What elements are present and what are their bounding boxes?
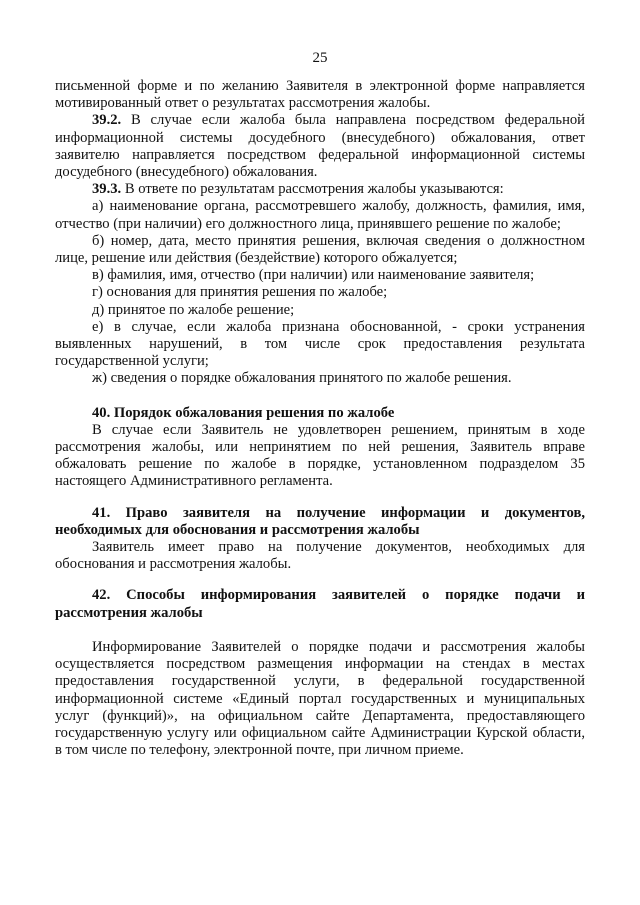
paragraph-number: 39.2. <box>92 112 122 129</box>
list-item-v: в) фамилия, имя, отчество (при наличии) или наименование заявителя; <box>92 267 535 284</box>
section-40-heading: 40. Порядок обжалования решения по жалобе <box>92 404 395 421</box>
continued-paragraph: письменной форме и по желанию Заявителя в электронной форме направляется мотивированный ответ о результатах рассмотрения жалобы. <box>55 78 585 112</box>
section-41-heading: 41. Право заявителя на получение информации и документов, необходимых для обоснования и рассмотрения жалобы <box>55 504 585 538</box>
paragraph-39-3 <box>55 181 585 198</box>
section-40-text: В случае если Заявитель не удовлетворен решением, принятым в ходе рассмотрения жалобы, или непринятием по ней решения, Заявитель вправе обжаловать решение по жалобе в порядке, установленном подразделом 35 настоящего Административного регламента. <box>55 421 585 490</box>
section-42-text: Информирование Заявителей о порядке подачи и рассмотрения жалобы осуществляется посредством размещения информации на стендах в местах предоставления государственной услуги, в федеральной государственной информационной системе «Единый портал государственных и муниципальных услуг (функций)», на официальном сайте Департамента, предоставляющего государственную услугу или официальном сайте Администрации Курской области, в том числе по телефону, электронной почте, при личном приеме. <box>55 638 585 759</box>
spacer <box>55 573 585 587</box>
list-item-g: г) основания для принятия решения по жалобе; <box>92 284 388 301</box>
page-content <box>55 78 585 759</box>
list-item-b: б) номер, дата, место принятия решения, включая сведения о должностном лице, решение или действия (бездействие) которого обжалуется; <box>55 232 585 267</box>
list-item-e: е) в случае, если жалоба признана обоснованной, - сроки устранения выявленных нарушений, в том числе срок предоставления результата государственной услуги; <box>55 318 585 370</box>
spacer <box>55 622 585 639</box>
list-item-a: а) наименование органа, рассмотревшего жалобу, должность, фамилия, имя, отчество (при наличии) его должностного лица, принявшего решение по жалобе; <box>55 198 585 232</box>
list-item-d: д) принятое по жалобе решение; <box>92 301 295 318</box>
section-41-text: Заявитель имеет право на получение документов, необходимых для обоснования и рассмотрения жалобы. <box>55 539 585 573</box>
paragraph-text: В ответе по результатам рассмотрения жалобы указываются: <box>121 181 504 198</box>
spacer <box>55 388 585 405</box>
paragraph-text: В случае если жалоба была направлена посредством федеральной информационной системы досудебного (внесудебного) обжалования, ответ заявителю направляется посредством федеральной информационной системы досудебного (внесудебного) обжалования. <box>55 112 585 181</box>
section-42-heading: 42. Способы информирования заявителей о порядке подачи и рассмотрения жалобы <box>55 587 585 621</box>
page-number: 25 <box>312 50 328 66</box>
list-item-zh: ж) сведения о порядке обжалования принятого по жалобе решения. <box>92 370 512 387</box>
paragraph-39-2 <box>55 112 585 181</box>
spacer <box>55 491 585 505</box>
paragraph-number: 39.3. <box>92 181 122 198</box>
